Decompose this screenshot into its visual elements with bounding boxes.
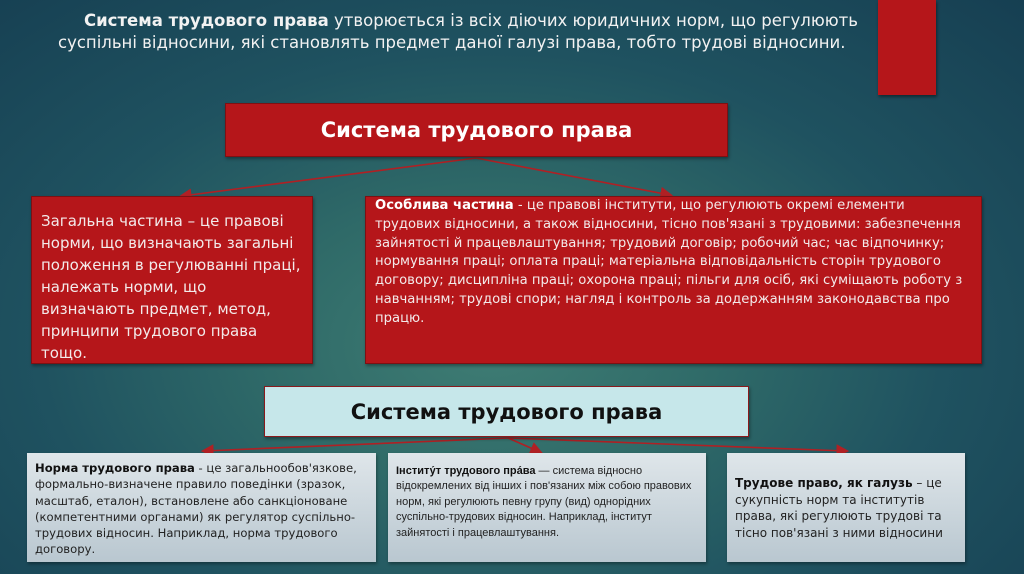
norm-bold: Норма трудового права [35,461,195,475]
branch-bold: Трудове право, як галузь [735,476,913,490]
institute-text: — система відносно відокремлених від інших і пов'язаних між собою правових норм, які регулюють певну групу (вид) однорідних суспільно-трудових відносин. Наприклад, інститут зайнятості і працевлаштування. [396,465,692,539]
norm-text: - це загальнообов'язкове, формально-визначене правило поведінки (зразок, масштаб, еталон), встановлене або санкціоноване (компетентними органами) як регулятор суспільно-трудових відносин. Наприклад, норма трудового договору. [35,461,357,557]
labor-law-branch-box [727,453,965,562]
intro-bold: Система трудового права [84,11,329,30]
diagram2-title-text: Система трудового права [350,399,663,424]
general-part-text: Загальна частина – це правові норми, що визначають загальні положення в регулюванні праці, належать норми, що визначають предмет, метод, принципи трудового права тощо. [41,212,301,362]
decorative-red-bar [878,0,936,95]
special-part-text: - це правові інститути, що регулюють окремі елементи трудових відносини, а також відносини, тісно пов'язані з трудовими: забезпечення зайнятості й працевлаштування; трудовий договір; робочий час; час відпочинку; нормування праці; оплата праці; матеріальна відповідальність сторін трудового договору; дисципліна праці; охорона праці; пільги для осіб, які суміщають роботу з навчанням; трудові спори; нагляд і контроль за додержанням законодавства про працю. [375,198,963,326]
institute-bold: Інститу́т трудового пра́ва [396,465,536,477]
intro-text: утворюється із всіх діючих юридичних норм, що регулюють суспільні відносини, які становлять предмет даної галузі права, тобто трудові відносини. [58,11,858,52]
special-part-bold: Особлива частина [375,198,514,213]
labor-law-norm-box [27,453,376,562]
intro-paragraph [58,10,858,54]
diagram1-title [225,103,728,157]
diagram1-title-text: Система трудового права [320,118,633,142]
special-part-box [365,196,982,364]
general-part-box [31,196,313,364]
branch-text: – це сукупність норм та інститутів права, які регулюють трудові та тісно пов'язані з ними відносини [735,476,943,540]
labor-law-institute-box [388,453,706,562]
diagram2-title [264,386,749,437]
